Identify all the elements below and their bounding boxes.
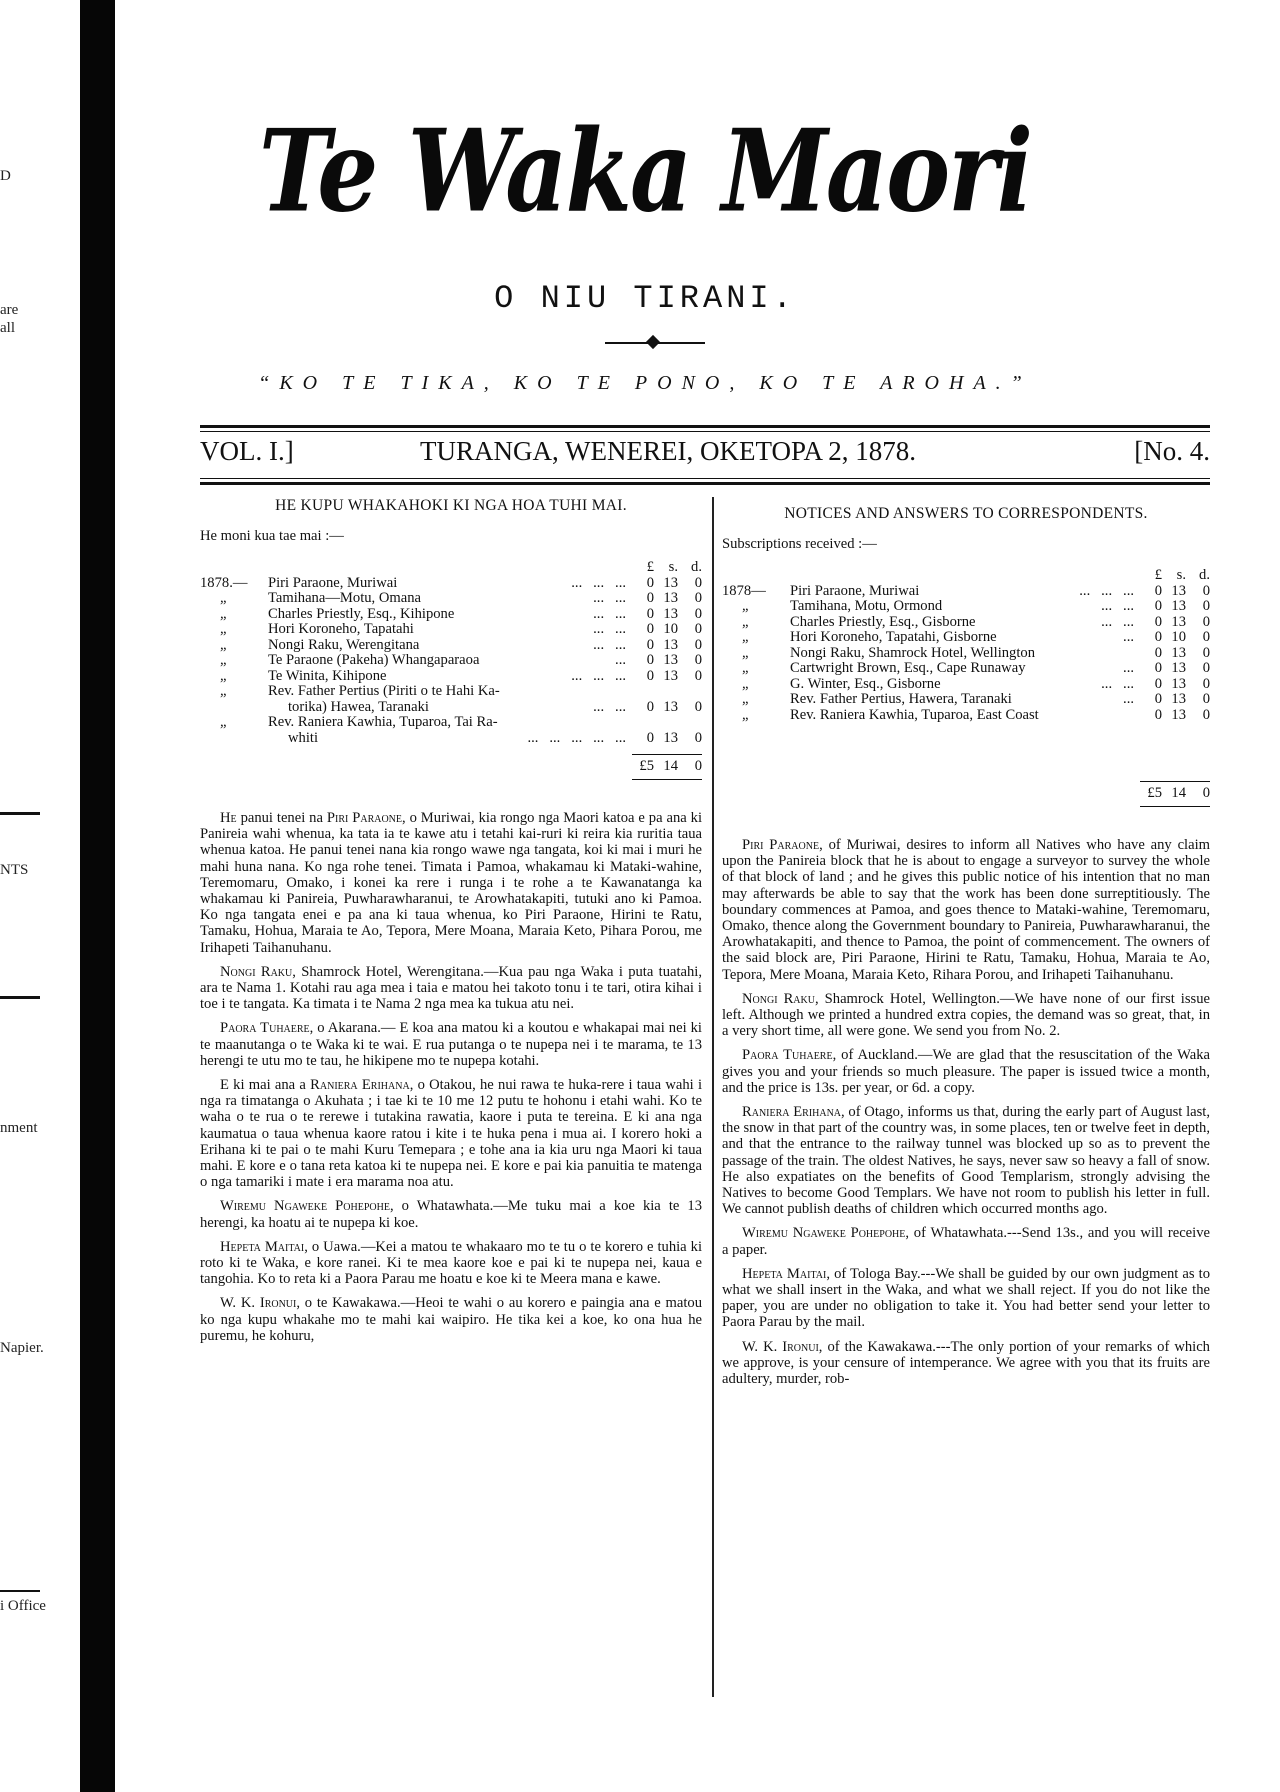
amount-d: 0 xyxy=(694,574,702,591)
subscription-row xyxy=(722,677,1210,693)
subscriber-name: Rev. Raniera Kawhia, Tuparoa, East Coast xyxy=(790,707,1039,723)
amount-l: 0 xyxy=(646,698,654,715)
notice-text: , of Auckland.—We are glad that the resuscitation of the Waka gives you and your friends so much pleasure. The paper is issued twice a month, and the price is 13s. per year, or 6d. a copy. xyxy=(722,1047,1210,1096)
binding-spine xyxy=(80,0,115,1792)
notice-text: , of Tologa Bay.---We shall be guided by our own judgment as to what we shall insert in the Waka, and what we shall reject. If you do not like the paper, you are under no obligation to take it. You had better send your letter to Paora Parau by the mail. xyxy=(722,1265,1210,1331)
notice-paragraph xyxy=(722,1266,1210,1331)
ditto-mark: „ xyxy=(742,629,749,646)
amount xyxy=(1140,599,1210,615)
dot-leader: ... ... xyxy=(1101,675,1134,692)
column-maori xyxy=(200,498,702,1352)
amount-d: 0 xyxy=(694,667,702,684)
total-pence: 0 xyxy=(1202,785,1210,802)
amount-l: 0 xyxy=(1154,598,1162,615)
ditto-mark: „ xyxy=(220,652,227,669)
subscription-row xyxy=(722,630,1210,646)
dot-leader: ... xyxy=(1123,691,1134,708)
amount-d: 0 xyxy=(1202,644,1210,661)
masthead-motto: “KO TE TIKA, KO TE PONO, KO TE AROHA.” xyxy=(258,372,1032,394)
amount-s: 13 xyxy=(1171,691,1186,708)
amount xyxy=(1140,708,1210,724)
margin-fragment: D xyxy=(0,168,11,184)
amount xyxy=(1140,615,1210,631)
amount-l: 0 xyxy=(646,574,654,591)
subscriber-name: Nongi Raku, Shamrock Hotel, Wellington xyxy=(790,645,1036,661)
notice-text: , of the Kawakawa.---The only portion of your remarks of which we approve, is your censure of intemperance. We agree with you that its fruits are adultery, murder, rob- xyxy=(722,1338,1210,1387)
subscription-row xyxy=(200,638,702,654)
amount xyxy=(632,576,702,592)
dot-leader: ... ... ... xyxy=(571,574,626,591)
total-pounds: £5 xyxy=(639,758,654,775)
amount-d: 0 xyxy=(1202,675,1210,692)
correspondent-name: Piri Paraone xyxy=(326,809,403,826)
subscriber-name: Te Paraone (Pakeha) Whangaparaoa xyxy=(268,653,480,669)
dot-leader: ... ... xyxy=(1101,613,1134,630)
ditto-mark: „ xyxy=(742,613,749,630)
notice-prefix: W. K. xyxy=(742,1338,783,1355)
issue-number: [No. 4. xyxy=(1134,436,1210,466)
subscriber-name: Rev. Raniera Kawhia, Tuparoa, Tai Ra- xyxy=(268,715,498,731)
correspondent-name: Raniera Erihana xyxy=(310,1076,410,1093)
margin-fragment: NTS xyxy=(0,862,29,878)
amount xyxy=(632,638,702,654)
dot-leader: ... ... xyxy=(593,636,626,653)
intro-text: He moni kua tae mai :— xyxy=(200,528,344,545)
column-english xyxy=(722,506,1210,1395)
amount-s: 13 xyxy=(1171,706,1186,723)
notice-text: , o Muriwai, kia rongo nga Maori katoa e pa ana ki Panireia wahi whenua, ka tata ia te kawe atu i tetahi kai-ruri ki reira kia ruritia taua whenua katoa. He panui tenei nana kia rongo wawe nga tangata, koi ki mai i muri he mahi huna nana. Ko nga rohe tenei. Timata i Pamoa, whakamau ki Mataki-wahine, Teremomaru, Omako, i konei ka rere i runga i te rohe a te Kawanatanga ka whakamau ki Panireia, Puwharawharanui, te Arowhatakapiti, tutuki ano ki Pamoa. Ko nga tangata enei e pa ana ki taua whenua, ko Piri Paraone, Hirini te Ratu, Tamaku, Hohua, Maraia te Ao, Tepora, Mere Moana, Maraia Keto, Pihara Porou, me Irihapeti Taihanuhanu. xyxy=(200,809,702,956)
subscription-row xyxy=(722,584,1210,600)
amount-s: 13 xyxy=(663,667,678,684)
amount-s: 13 xyxy=(663,605,678,622)
amount-d: 0 xyxy=(1202,691,1210,708)
subscriber-name: Rev. Father Pertius (Piriti o te Hahi Ka- xyxy=(268,684,500,700)
notice-text: panui tenei na xyxy=(236,809,327,826)
masthead-title: Te Waka Maori xyxy=(258,104,1032,238)
subscription-row-continued xyxy=(200,731,702,747)
subscription-list xyxy=(722,568,1210,807)
intro-text: Subscriptions received :— xyxy=(722,536,877,553)
notice-paragraph xyxy=(722,991,1210,1040)
notice-paragraph xyxy=(722,1047,1210,1096)
notice-text: , of Otago, informs us that, during the early part of August last, the snow in that part of the country was, in some places, ten or twelve feet in depth, and that the entrance to the railway tunnel was blocked up so as to prevent the passage of the train. The oldest Natives, he says, never saw so heavy a fall of snow. He also expatiates on the benefits of Good Templarism, strongly advising the Natives to become Good Templars. We have not room to publish his letter in full. We cannot publish deaths of children which occurred months ago. xyxy=(722,1103,1210,1218)
amount xyxy=(632,622,702,638)
ditto-mark: „ xyxy=(220,621,227,638)
rule-thick xyxy=(200,482,1210,485)
ditto-mark: „ xyxy=(220,605,227,622)
amount-l: 0 xyxy=(646,590,654,607)
rule-thin xyxy=(200,431,1210,432)
notice-paragraph xyxy=(722,1104,1210,1217)
amount-s: 13 xyxy=(663,729,678,746)
subscriber-name: Hori Koroneho, Tapatahi, Gisborne xyxy=(790,630,997,646)
amount-l: 0 xyxy=(646,605,654,622)
amount-l: 0 xyxy=(646,621,654,638)
notice-paragraph xyxy=(200,1295,702,1344)
amount xyxy=(1140,630,1210,646)
notice-prefix: E ki mai ana a xyxy=(220,1076,311,1093)
notice-paragraph xyxy=(200,1020,702,1069)
amount-s: 13 xyxy=(663,636,678,653)
correspondent-name: Raniera Erihana xyxy=(742,1103,842,1120)
correspondent-name: Hepeta Maitai xyxy=(742,1265,827,1282)
correspondent-name: Hepeta Maitai xyxy=(220,1238,305,1255)
margin-rule xyxy=(0,1590,40,1592)
correspondent-name: He xyxy=(220,809,237,826)
amount-l: 0 xyxy=(646,729,654,746)
volume: VOL. I.] xyxy=(200,436,294,466)
subscriber-name: Piri Paraone, Muriwai xyxy=(790,583,920,599)
subscription-total xyxy=(200,754,702,780)
amount-s: 13 xyxy=(663,652,678,669)
currency-pence: d. xyxy=(1199,567,1210,584)
amount-s: 13 xyxy=(1171,613,1186,630)
subscriber-name: Rev. Father Pertius, Hawera, Taranaki xyxy=(790,692,1012,708)
amount-s: 13 xyxy=(1171,598,1186,615)
amount-d: 0 xyxy=(694,729,702,746)
notice-text: , Shamrock Hotel, Werengitana.—Kua pau nga Waka i puta tuatahi, ara te Nama 1. Kotahi rau aga mea i taia e matou hei takoto tonu i te tari, otira kihai i toe i te tangata. Ka timata i te Nama 2 nga mea ka tukua atu nei. xyxy=(200,963,702,1013)
subscriber-name: Tamihana—Motu, Omana xyxy=(268,591,421,607)
currency-pound: £ xyxy=(646,559,654,576)
amount xyxy=(1140,661,1210,677)
subscriber-name: Tamihana, Motu, Ormond xyxy=(790,599,943,615)
dateline xyxy=(200,436,1210,472)
subscription-row xyxy=(722,599,1210,615)
dot-leader: ... ... xyxy=(593,605,626,622)
amount-d: 0 xyxy=(694,590,702,607)
currency-header xyxy=(722,568,1210,584)
indent xyxy=(200,700,288,716)
indent xyxy=(200,731,288,747)
dot-leader: ... xyxy=(615,652,626,669)
notice-paragraph xyxy=(722,837,1210,983)
subscription-list xyxy=(200,560,702,780)
notice-text: , o Otakou, he nui rawa te huka-rere i taua wahi i nga ra timatanga o Akuhata ; i tae ki te 10 me 12 putu te hohonu i etahi wahi. Ko te waha o te rua o te rerewe i tutakina rawatia, kaore i puta te tereina. E ki ana nga kaumatua o taua whenua kaore ratou i kite i te huka pena i mua ai. I korero hoki a Erihana ki te pai o te mahi Kuru Temepara ; e tohe ana ia kia uru nga Maori ki taua mahi. E kore e o tana reta katoa ki te nupepa nei. E kore e pai kia panuitia te matenga o nga tamariki i mate i era marama noa atu. xyxy=(200,1076,702,1191)
amount-d: 0 xyxy=(694,605,702,622)
dot-leader: ... xyxy=(1123,660,1134,677)
correspondent-name: Paora Tuhaere xyxy=(742,1047,833,1064)
subscriber-name: Charles Priestly, Esq., Kihipone xyxy=(268,606,455,622)
amount-d: 0 xyxy=(694,621,702,638)
subscription-row xyxy=(722,692,1210,708)
margin-fragment: Napier. xyxy=(0,1340,44,1356)
subscription-row xyxy=(722,661,1210,677)
subscription-row xyxy=(200,622,702,638)
ditto-mark: „ xyxy=(742,598,749,615)
margin-fragment: nment xyxy=(0,1120,38,1136)
amount xyxy=(632,653,702,669)
ditto-mark: „ xyxy=(220,714,227,731)
correspondent-name: Ironui xyxy=(259,1295,297,1312)
correspondent-name: Paora Tuhaere xyxy=(220,1020,310,1037)
dot-leader: ... ... xyxy=(593,621,626,638)
correspondent-name: Wiremu Ngaweke Pohepohe xyxy=(742,1225,906,1242)
currency-shilling: s. xyxy=(1176,567,1186,584)
subscription-row xyxy=(200,669,702,685)
amount-l: 0 xyxy=(646,652,654,669)
currency-shilling: s. xyxy=(668,559,678,576)
amount-l: 0 xyxy=(1154,706,1162,723)
subscription-row xyxy=(200,653,702,669)
notice-text: , of Whatawhata.---Send 13s., and you will receive a paper. xyxy=(722,1225,1210,1258)
amount-l: 0 xyxy=(1154,691,1162,708)
subscription-row xyxy=(200,591,702,607)
margin-rule xyxy=(0,996,40,999)
subscriber-name: Charles Priestly, Esq., Gisborne xyxy=(790,614,976,630)
amount-d: 0 xyxy=(694,636,702,653)
ditto-mark: „ xyxy=(220,667,227,684)
amount-s: 10 xyxy=(1171,629,1186,646)
amount-s: 13 xyxy=(663,590,678,607)
dot-leader: ... ... ... ... ... xyxy=(527,729,626,746)
correspondent-name: Piri Paraone xyxy=(742,836,820,853)
amount-l: 0 xyxy=(1154,613,1162,630)
correspondent-name: Nongi Raku xyxy=(220,963,293,980)
amount xyxy=(1140,677,1210,693)
subscriber-name-continued: whiti xyxy=(288,730,318,746)
dot-leader: ... xyxy=(1123,629,1134,646)
amount xyxy=(632,607,702,623)
correspondent-name: Nongi Raku xyxy=(742,990,815,1007)
ditto-mark: „ xyxy=(742,691,749,708)
amount-s: 13 xyxy=(1171,675,1186,692)
amount-l: 0 xyxy=(646,667,654,684)
amount-s: 13 xyxy=(1171,660,1186,677)
column-rule xyxy=(712,497,714,1697)
ditto-mark: „ xyxy=(742,660,749,677)
place-date: TURANGA, WENEREI, OKETOPA 2, 1878. xyxy=(420,436,917,466)
amount xyxy=(632,700,702,716)
notice-paragraph xyxy=(200,1077,702,1190)
currency-pence: d. xyxy=(691,559,702,576)
subscriber-name-continued: torika) Hawea, Taranaki xyxy=(288,699,429,715)
amount-s: 10 xyxy=(663,621,678,638)
notices xyxy=(722,837,1210,1387)
amount-l: 0 xyxy=(1154,660,1162,677)
notice-paragraph xyxy=(722,1339,1210,1388)
currency-pound: £ xyxy=(1154,567,1162,584)
amount-l: 0 xyxy=(1154,644,1162,661)
margin-fragment: are xyxy=(0,302,19,318)
masthead-subtitle: O NIU TIRANI. xyxy=(494,280,796,317)
ditto-mark: „ xyxy=(742,644,749,661)
amount-d: 0 xyxy=(1202,582,1210,599)
dot-leader: ... ... xyxy=(593,698,626,715)
subscription-row xyxy=(200,715,702,731)
amount-l: 0 xyxy=(1154,629,1162,646)
dot-leader xyxy=(1128,646,1140,662)
total-shillings: 14 xyxy=(663,758,678,775)
notice-text: , o te Kawakawa.—Heoi te wahi o au korero e paingia ana e matou ko nga kupu whakahe mo te mahi kai waipiro. He tika kei a koe, ko ona hua he puremu, he kohuru, xyxy=(200,1295,702,1344)
amount-d: 0 xyxy=(1202,613,1210,630)
dot-leader: ... ... xyxy=(593,590,626,607)
amount-d: 0 xyxy=(1202,598,1210,615)
notice-paragraph xyxy=(200,964,702,1013)
dot-leader xyxy=(1128,708,1140,724)
subscription-row xyxy=(200,607,702,623)
subscription-row xyxy=(200,684,702,700)
subscriber-name: Nongi Raku, Werengitana xyxy=(268,637,420,653)
amount-d: 0 xyxy=(694,698,702,715)
dot-leader: ... ... ... xyxy=(571,667,626,684)
amount-s: 13 xyxy=(663,698,678,715)
notice-prefix: W. K. xyxy=(220,1295,260,1312)
amount-l: 0 xyxy=(1154,675,1162,692)
correspondent-name: Wiremu Ngaweke Pohepohe xyxy=(220,1198,390,1215)
ditto-mark: „ xyxy=(220,636,227,653)
margin-rule xyxy=(0,812,40,815)
amount xyxy=(1140,646,1210,662)
column-heading: HE KUPU WHAKAHOKI KI NGA HOA TUHI MAI. xyxy=(275,497,627,514)
notice-text: , of Muriwai, desires to inform all Natives who have any claim upon the Panireia block that he is about to engage a surveyor to survey the whole of that block of land ; and he gives this public notice of his intention that no man may afterwards be able to say that the work has been done surreptitiously. The boundary commences at Pamoa, and goes thence to Mataki-wahine, Teremomaru, Omako, thence along the Government boundary to Panireia, Puwharawharanui, the Arowhatakapiti, and thence to Pamoa, the point of commencement. The owners of the said block are, Piri Paraone, Hirini te Ratu, Tamaku, Hohua, Maraia te Ao, Tepora, Mere Moana, Maraia Keto, Rihara Porou, and Irihapeti Taihanuhanu. xyxy=(722,836,1210,983)
ditto-mark: „ xyxy=(220,590,227,607)
amount-d: 0 xyxy=(1202,629,1210,646)
amount xyxy=(1140,584,1210,600)
correspondent-name: Ironui xyxy=(782,1338,819,1355)
subscriber-name: Cartwright Brown, Esq., Cape Runaway xyxy=(790,661,1026,677)
amount xyxy=(632,731,702,747)
notice-paragraph xyxy=(722,1225,1210,1257)
year-label: 1878.— xyxy=(200,574,248,591)
subscription-row xyxy=(722,708,1210,724)
currency-header xyxy=(200,560,702,576)
notice-paragraph xyxy=(200,810,702,956)
diamond-icon xyxy=(646,335,660,349)
rule-thin xyxy=(200,478,1210,479)
rule-thick xyxy=(200,425,1210,428)
subscription-row xyxy=(722,646,1210,662)
notice-text: , o Uawa.—Kei a matou te whakaaro mo te tu o te korero e tuhia ki roto ki te Waka, e kore ranei. Ki te mea kaore koe e pai ki te nupepa nei, kaua e tangohia. Ko to reta ki a Paora Parau me hoatu e koe ki te Meera mana e kawe. xyxy=(200,1238,703,1288)
total-pence: 0 xyxy=(694,758,702,775)
amount-s: 13 xyxy=(663,574,678,591)
notice-paragraph xyxy=(200,1239,702,1288)
amount-d: 0 xyxy=(1202,660,1210,677)
ditto-mark: „ xyxy=(742,675,749,692)
amount xyxy=(632,591,702,607)
subscription-total xyxy=(722,781,1210,807)
amount-l: 0 xyxy=(646,636,654,653)
ditto-mark: „ xyxy=(742,706,749,723)
amount-s: 13 xyxy=(1171,582,1186,599)
amount-l: 0 xyxy=(1154,582,1162,599)
amount xyxy=(632,669,702,685)
notice-text: , o Akarana.— E koa ana matou ki a koutou e whakapai mai nei ki te maanutanga o te Waka ki te wai. E rua putanga o te nupepa nei i te marama, te 13 herengi te utu mo te tau, he hikipene mo te nupepa kotahi. xyxy=(200,1020,702,1069)
subscription-row xyxy=(722,615,1210,631)
subscriber-name: Hori Koroneho, Tapatahi xyxy=(268,622,414,638)
amount-d: 0 xyxy=(1202,706,1210,723)
total-shillings: 14 xyxy=(1171,785,1186,802)
total-pounds: £5 xyxy=(1147,785,1162,802)
amount-d: 0 xyxy=(694,652,702,669)
subscriber-name: Piri Paraone, Muriwai xyxy=(268,575,398,591)
notices xyxy=(200,810,702,1344)
margin-fragment: all xyxy=(0,320,15,336)
amount-s: 13 xyxy=(1171,644,1186,661)
notice-paragraph xyxy=(200,1198,702,1230)
column-heading: NOTICES AND ANSWERS TO CORRESPONDENTS. xyxy=(784,505,1148,522)
year-label: 1878— xyxy=(722,582,766,599)
subscriber-name: G. Winter, Esq., Gisborne xyxy=(790,676,941,692)
dot-leader: ... ... xyxy=(1101,598,1134,615)
subscription-row-continued xyxy=(200,700,702,716)
ditto-mark: „ xyxy=(220,683,227,700)
subscriber-name: Te Winita, Kihipone xyxy=(268,668,387,684)
dot-leader: ... ... ... xyxy=(1079,582,1134,599)
notice-text: , o Whatawhata.—Me tuku mai a koe kia te 13 herengi, ka hoatu ai te nupepa ki koe. xyxy=(200,1198,702,1231)
amount xyxy=(1140,692,1210,708)
notice-text: , Shamrock Hotel, Wellington.—We have none of our first issue left. Although we printed a hundred extra copies, the demand was so great, that, in a very short time, all were gone. We send you from No. 2. xyxy=(722,990,1210,1040)
subscription-row xyxy=(200,576,702,592)
margin-fragment: i Office xyxy=(0,1598,46,1614)
